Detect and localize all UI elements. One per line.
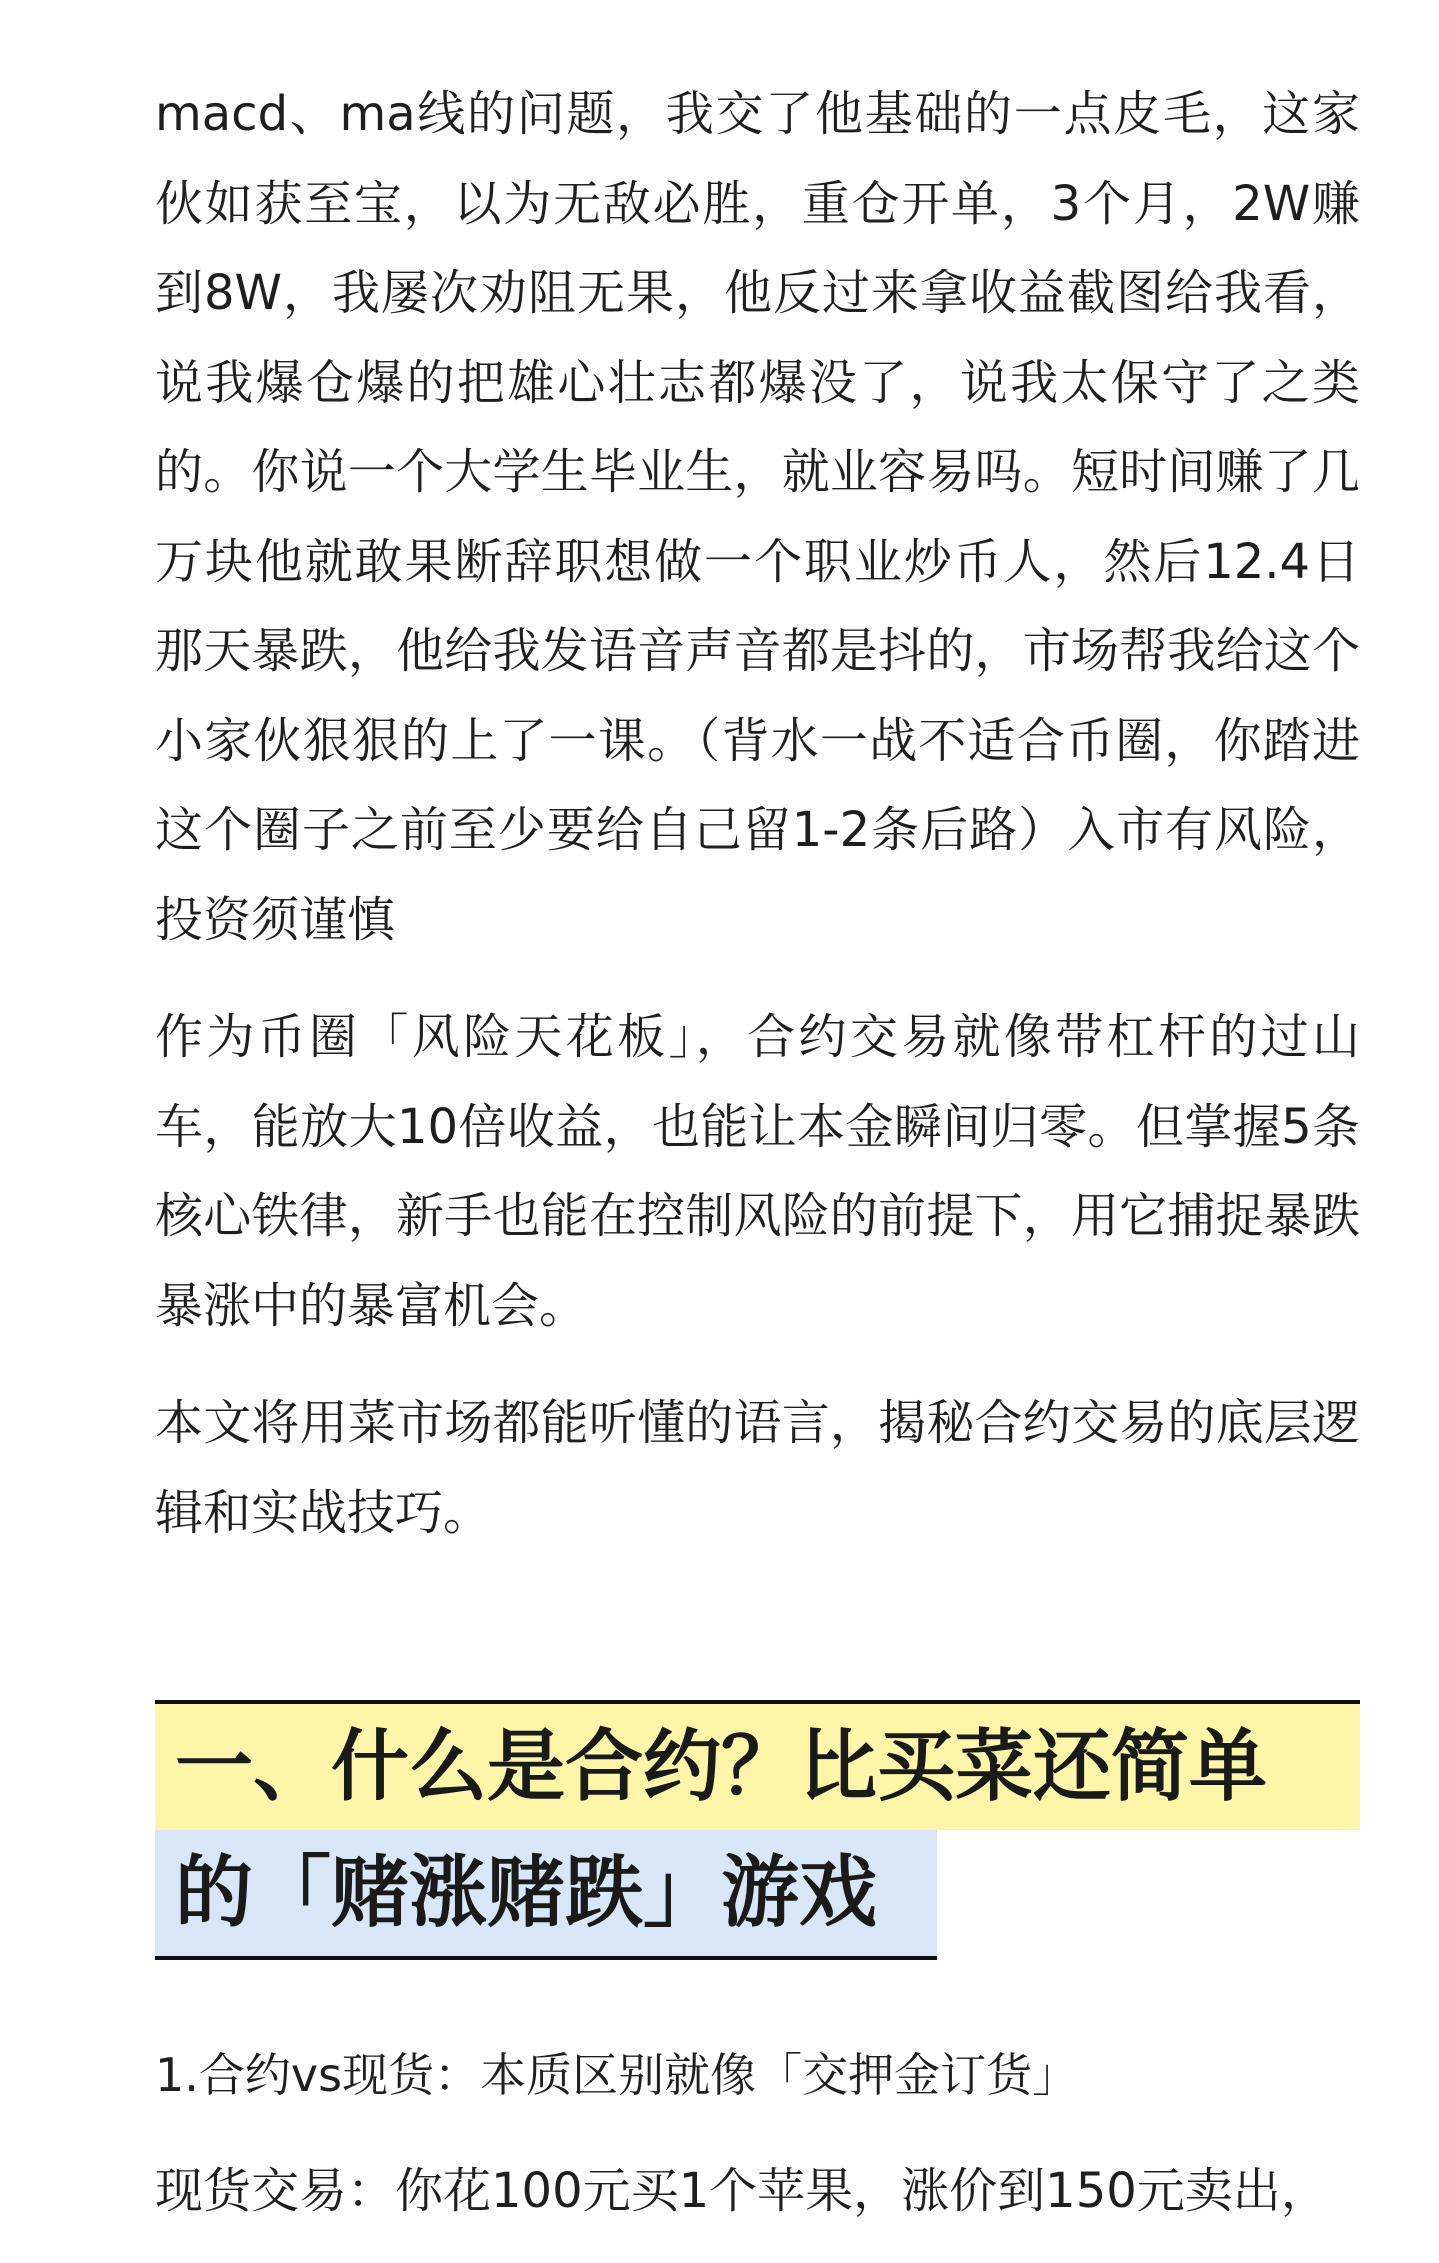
- subheading: 1.合约vs现货：本质区别就像「交押金订货」: [155, 2048, 1079, 2102]
- paragraph-spot-trading: 现货交易：你花100元买1个苹果，涨价到150元卖出，: [155, 2163, 1329, 2219]
- paragraph-story: macd、ma线的问题，我交了他基础的一点皮毛，这家伙如获至宝，以为无敌必胜，重仓开单，3个月，2W赚到8W，我屡次劝阻无果，他反过来拿收益截图给我看，说我爆仓爆的把雄心壮志都爆没了，说我太保守了之类的。你说一个大学生毕业生，就业容易吗。短时间赚了几万块他就敢果断辞职想做一个职业炒币人，然后12.4日那天暴跌，他给我发语音声音都是抖的，市场帮我给这个小家伙狠狠的上了一课。（背水一战不适合币圈，你踏进这个圈子之前至少要给自己留1-2条后路）入市有风险，投资须谨慎: [155, 86, 1360, 948]
- article-body: [155, 70, 1360, 2237]
- spacer: [155, 1558, 1360, 1700]
- section-heading-line-1: 一、什么是合约？比买菜还简单: [155, 1700, 1360, 1830]
- paragraph-summary: 本文将用菜市场都能听懂的语言，揭秘合约交易的底层逻辑和实战技巧。: [155, 1395, 1360, 1541]
- section-heading-line-2: 的「赌涨赌跌」游戏: [155, 1830, 937, 1960]
- section-heading: [155, 1700, 1360, 1960]
- paragraph-intro: 作为币圈「风险天花板」，合约交易就像带杠杆的过山车，能放大10倍收益，也能让本金瞬间归零。但掌握5条核心铁律，新手也能在控制风险的前提下，用它捕捉暴跌暴涨中的暴富机会。: [155, 1009, 1360, 1334]
